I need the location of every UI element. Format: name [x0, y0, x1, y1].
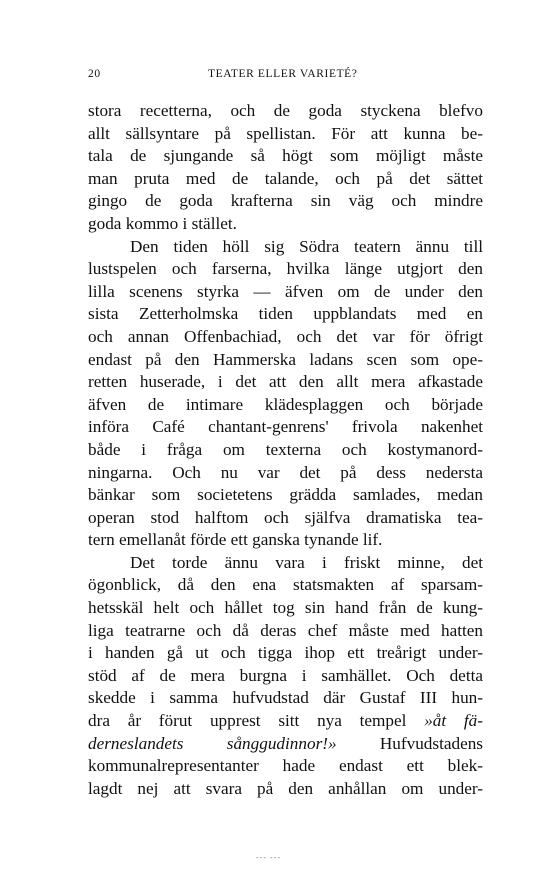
text-line: ögonblick, då den ena statsmakten af sparsam-: [88, 575, 483, 595]
text-line: goda kommo i stället.: [88, 213, 237, 233]
page-number: 20: [88, 68, 101, 80]
italic-segment: »åt fä-: [424, 711, 483, 731]
text-line: tala de sjungande så högt som möjligt måste: [88, 146, 483, 166]
text-line: operan stod halftom och själfva dramatiska tea-: [88, 507, 483, 527]
text-line: Den tiden höll sig Södra teatern ännu till: [130, 236, 483, 256]
text-line: kommunalrepresentanter hade endast ett blek-: [88, 756, 483, 776]
text-segment: Hufvudstadens: [379, 733, 483, 753]
text-line: och annan Offenbachiad, och det var för öfrigt: [88, 326, 483, 346]
text-line: Det torde ännu vara i friskt minne, det: [130, 552, 483, 572]
text-line: [88, 710, 483, 733]
text-line: ningarna. Och nu var det på dess nedersta: [88, 462, 483, 482]
text-line: stöd af de mera burgna i samhället. Och detta: [88, 665, 483, 685]
text-line: hetsskäl helt och hållet tog sin hand från de kung-: [88, 598, 483, 618]
text-line: införa Café chantant-genrens' frivola nakenhet: [88, 417, 483, 437]
text-line: sista Zetterholmska tiden uppblandats med en: [88, 304, 483, 324]
text-line: man pruta med de talande, och på det sättet: [88, 168, 483, 188]
text-line: äfven de intimare klädesplaggen och började: [88, 394, 483, 414]
text-line: lagdt nej att svara på den anhållan om under-: [88, 778, 483, 798]
running-head: TEATER ELLER VARIETÉ?: [208, 68, 358, 80]
text-line: bänkar som societetens grädda samlades, medan: [88, 485, 483, 505]
page-header: [88, 68, 483, 88]
text-line: skedde i samma hufvudstad där Gustaf III hun-: [88, 688, 483, 708]
text-line: allt sällsyntare på spellistan. För att kunna be-: [88, 123, 483, 143]
text-line: [88, 733, 483, 756]
text-line: endast på den Hammerska ladans scen som ope-: [88, 349, 483, 369]
footer-mark: --- ---: [256, 853, 281, 862]
body-text: [88, 100, 483, 800]
text-line: retten huserade, i det att den allt mera afkastade: [88, 372, 483, 392]
text-line: lilla scenens styrka — äfven om de under den: [88, 281, 483, 301]
text-line: stora recetterna, och de goda styckena blefvo: [88, 101, 483, 120]
text-line: både i fråga om texterna och kostymanord-: [88, 439, 483, 459]
text-line: lustspelen och farserna, hvilka länge utgjort den: [88, 259, 483, 279]
text-segment: dra år förut upprest sitt nya tempel: [88, 711, 407, 731]
italic-segment: derneslandets sånggudinnor!»: [88, 733, 337, 753]
text-line: gingo de goda krafterna sin väg och mindre: [88, 191, 483, 211]
text-line: i handen gå ut och tigga ihop ett treårigt under-: [88, 643, 483, 663]
text-line: tern emellanåt förde ett ganska tynande lif.: [88, 530, 383, 550]
text-line: liga teatrarne och då deras chef måste med hatten: [88, 620, 483, 640]
